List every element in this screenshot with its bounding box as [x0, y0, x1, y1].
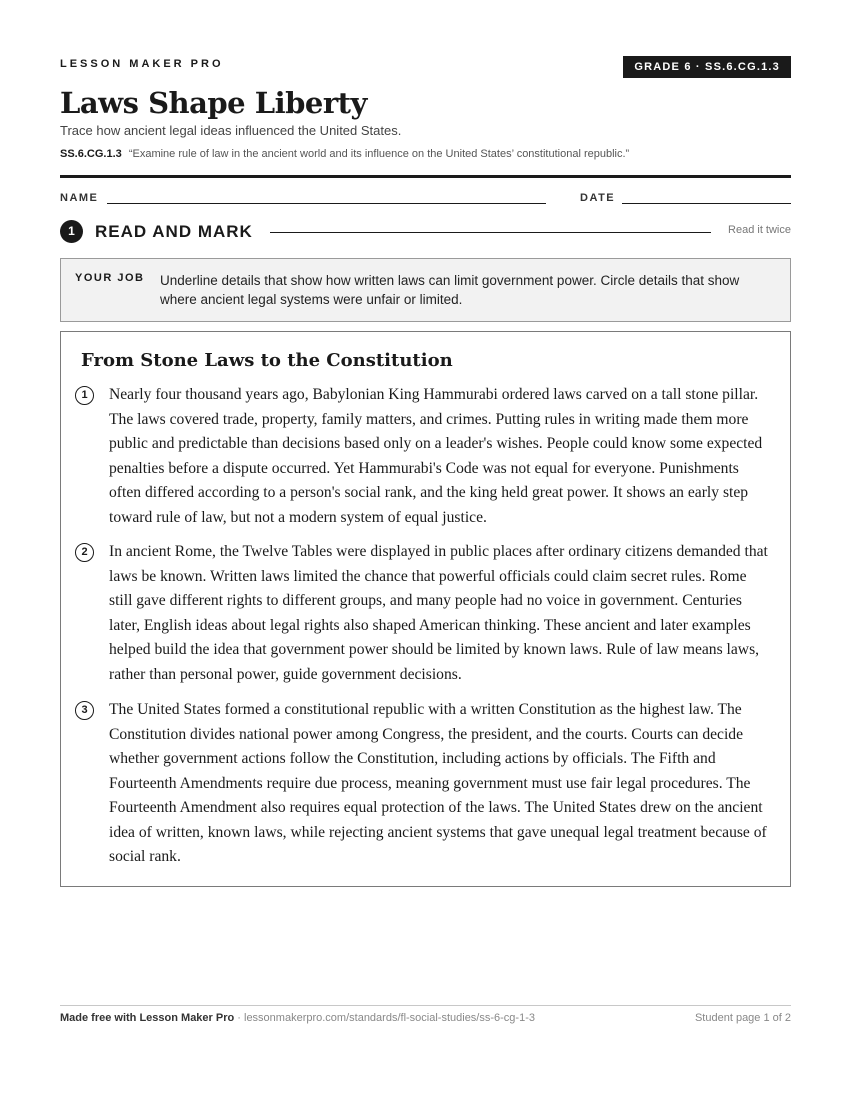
job-text: Underline details that show how written laws can limit government power. Circle details that show where ancient legal systems were unfair or limited. [160, 273, 740, 307]
footer-credit [60, 1012, 535, 1024]
date-label: DATE [580, 192, 616, 204]
paragraph-number: 1 [75, 386, 94, 405]
header-divider [60, 175, 791, 178]
paragraph-text: Nearly four thousand years ago, Babylonian King Hammurabi ordered laws carved on a tall stone pillar. The laws covered trade, property, family matters, and crimes. Putting rules in writing made them more public and predictable than decisions based only on a leader's wishes. People could know some expected penalties before a dispute occurred. Yet Hammurabi's Code was not equal for everyone. Punishments often differed according to a person's social rank, and the king held great power. It shows an early step toward rule of law, but not a modern system of equal justice. [109, 386, 763, 526]
standard-line [60, 148, 629, 160]
footer-url[interactable]: · lessonmakerpro.com/standards/fl-social-studies/ss-6-cg-1-3 [234, 1012, 535, 1024]
reading-passage-box [60, 331, 791, 887]
date-field[interactable] [622, 203, 791, 204]
page-subtitle: Trace how ancient legal ideas influenced the United States. [60, 123, 402, 138]
brand-name: LESSON MAKER PRO [60, 58, 224, 70]
section-header [60, 220, 791, 244]
job-label: YOUR JOB [75, 272, 145, 284]
standard-code: SS.6.CG.1.3 [60, 148, 122, 160]
name-date-row [60, 192, 791, 206]
job-instructions-box [60, 258, 791, 322]
paragraph-text: In ancient Rome, the Twelve Tables were displayed in public places after ordinary citizens demanded that laws be known. Written laws limited the chance that powerful officials could claim secret rules. Rome still gave different rights to different groups, and many people had no voice in government. Centuries later, English ideas about legal rights also shaped American thinking. These ancient and later examples helped build the idea that government power should be limited by known laws. Rule of law means laws, rather than personal power, guide government decisions. [109, 543, 768, 683]
section-title: READ AND MARK [95, 222, 253, 241]
section-divider [270, 232, 711, 233]
footer-divider [60, 1005, 791, 1006]
page-title: Laws Shape Liberty [60, 86, 367, 120]
grade-badge: GRADE 6 · SS.6.CG.1.3 [623, 56, 791, 78]
name-field[interactable] [107, 203, 546, 204]
worksheet-page [60, 0, 791, 1100]
paragraph-number: 2 [75, 543, 94, 562]
paragraph-number: 3 [75, 701, 94, 720]
section-number-badge: 1 [60, 220, 83, 243]
footer-page-number: Student page 1 of 2 [694, 1012, 791, 1024]
standard-text: “Examine rule of law in the ancient world and its influence on the United States’ constitutional republic.” [128, 148, 630, 160]
footer-made-with: Made free with Lesson Maker Pro [60, 1012, 235, 1024]
paragraph-text: The United States formed a constitutional republic with a written Constitution as the highest law. The Constitution divides national power among Congress, the president, and the courts. Courts can decide whether government actions follow the Constitution, including actions by officials. The Fifth and Fourteenth Amendments require due process, meaning government must use fair legal procedures. The Fourteenth Amendment also requires equal protection of the laws. The United States drew on the ancient idea of written, known laws, while rejecting ancient systems that gave unequal legal treatment because of social rank. [109, 701, 767, 865]
header [60, 56, 791, 78]
name-label: NAME [60, 192, 99, 204]
section-note: Read it twice [728, 224, 791, 236]
reading-title: From Stone Laws to the Constitution [81, 350, 453, 371]
